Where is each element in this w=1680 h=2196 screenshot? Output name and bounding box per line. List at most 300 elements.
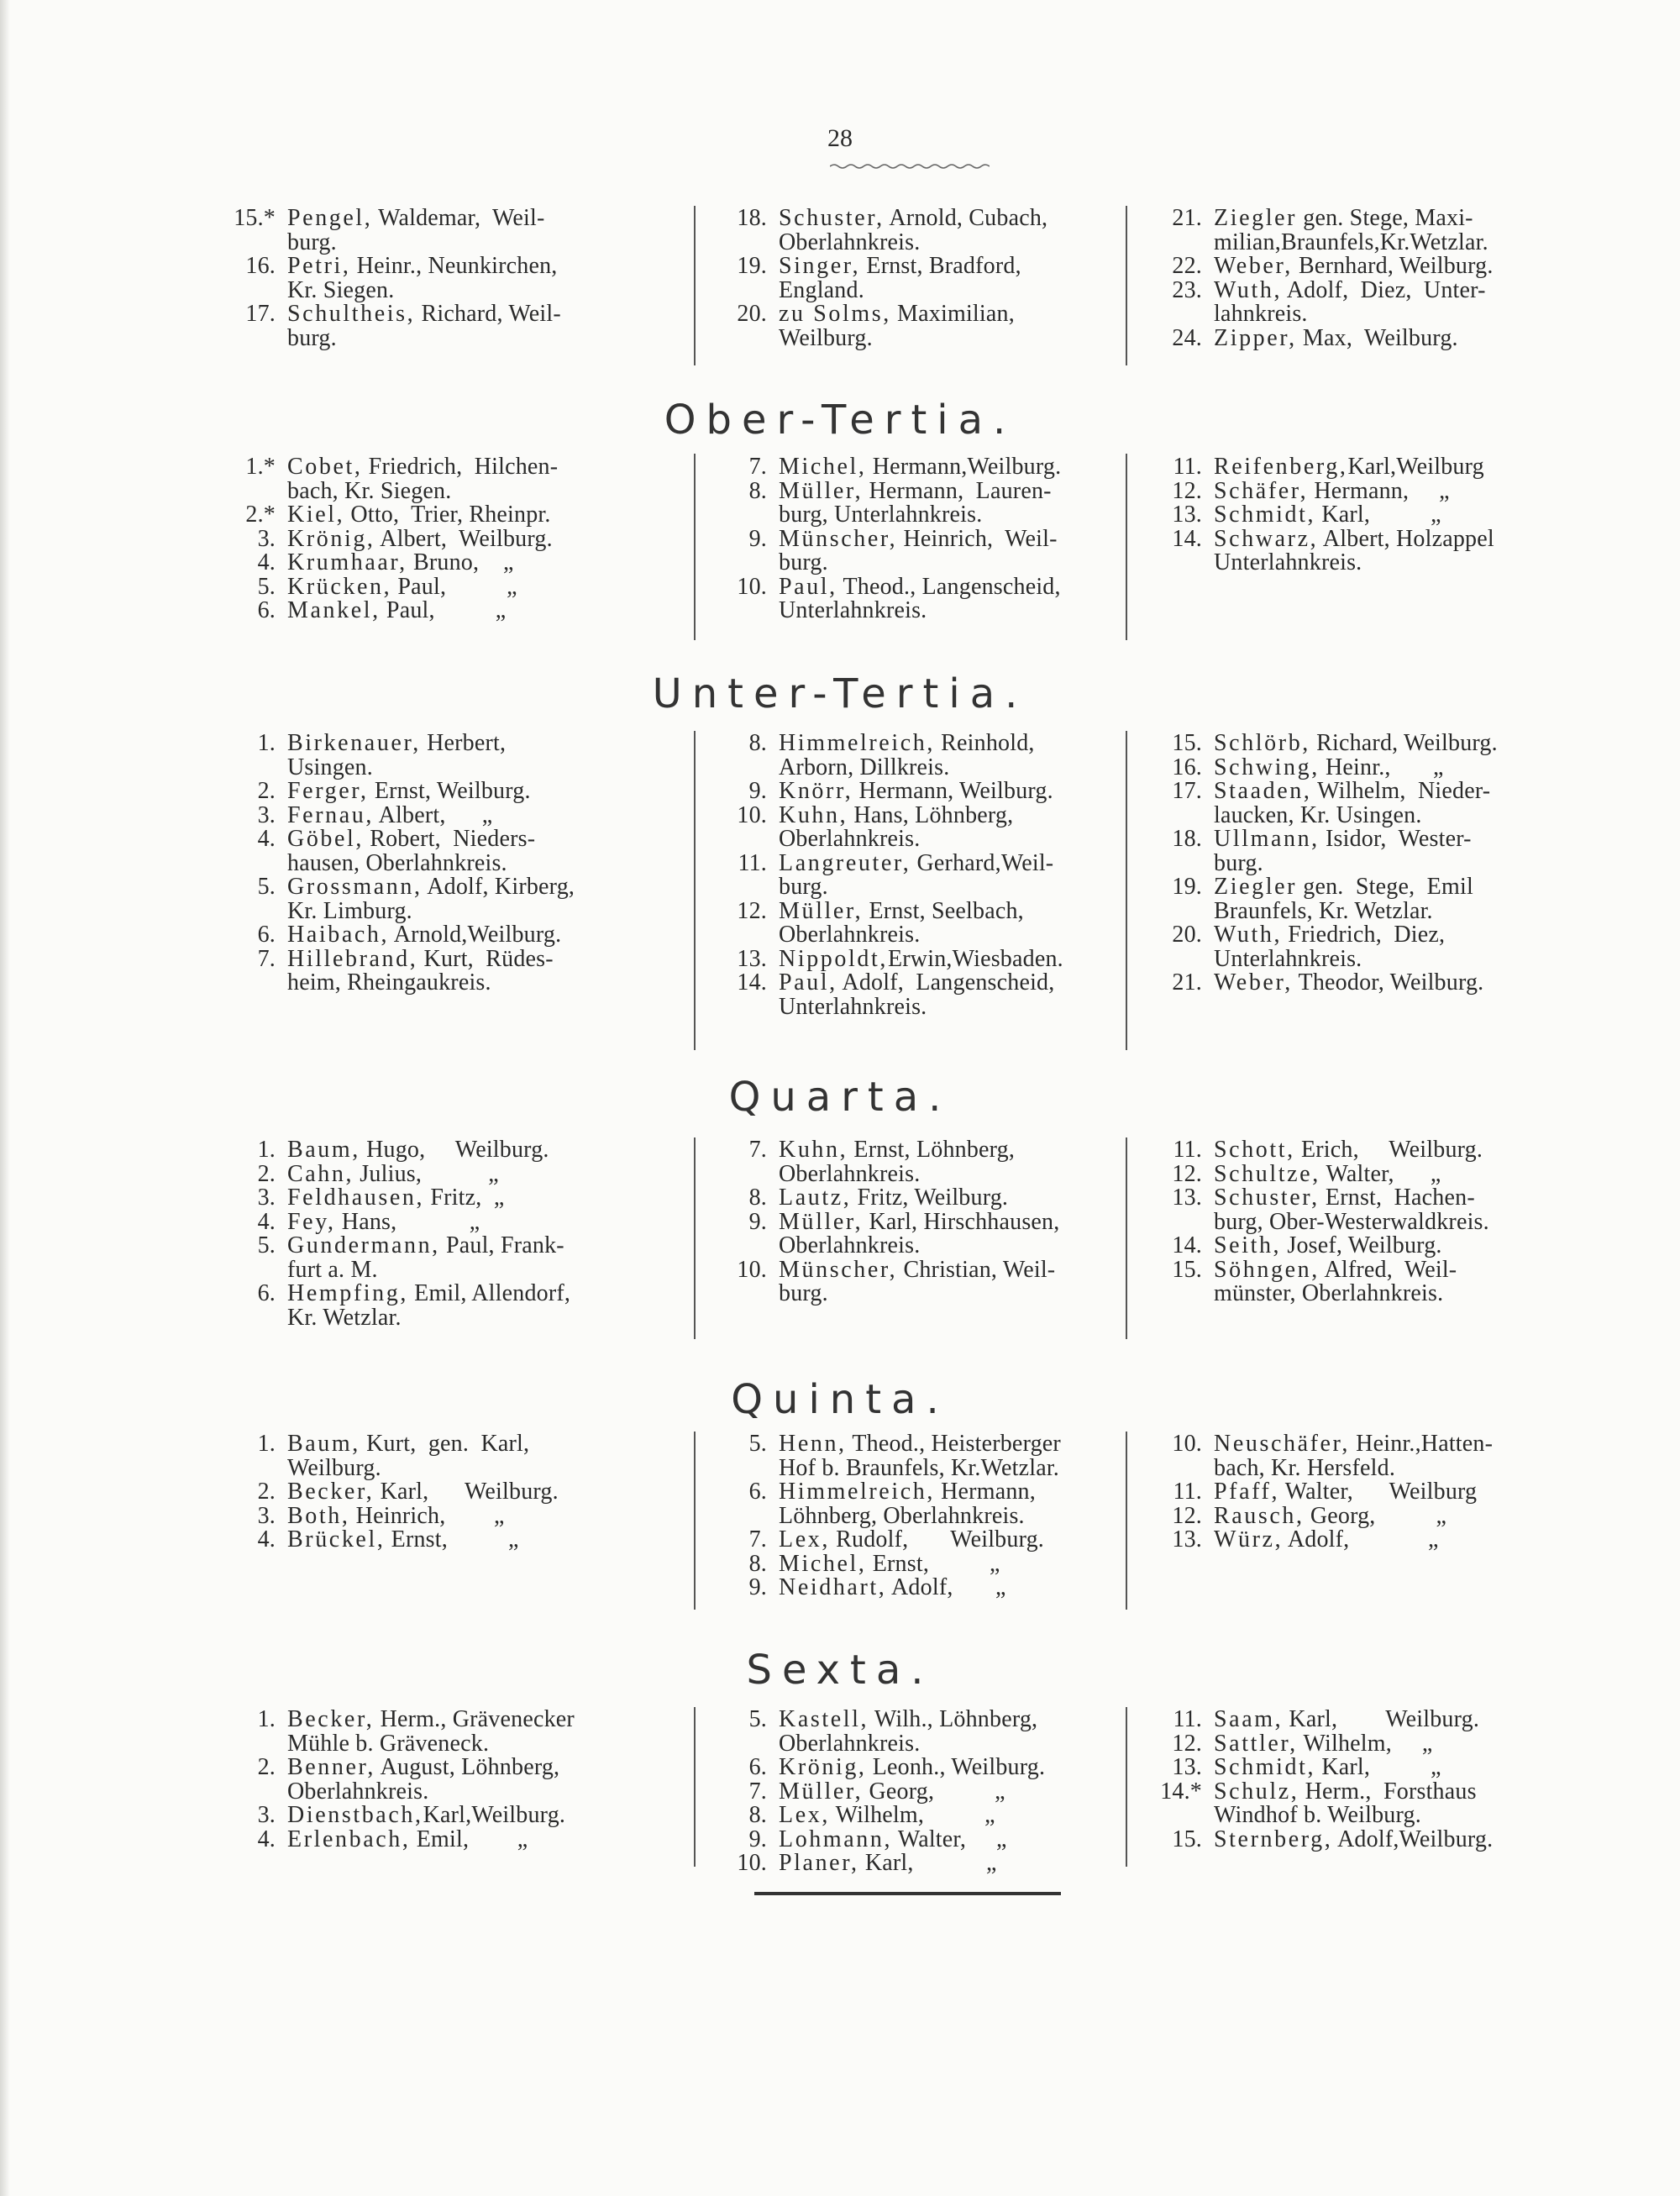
entry-number: 17. [1172, 778, 1202, 804]
student-surname: Erlenbach, [287, 1826, 411, 1852]
student-surname: Kuhn, [779, 801, 848, 828]
student-details: Hermann, „ [1308, 477, 1450, 504]
student-details-continued: milian,Braunfels,Kr.Wetzlar. [1214, 229, 1488, 255]
student-surname: Münscher, [779, 525, 898, 552]
student-details: Isidor, Wester- [1319, 826, 1472, 852]
entry-number: 3. [257, 1185, 276, 1211]
student-surname: Krumhaar, [287, 549, 407, 575]
section-0-col-2 [1137, 207, 1531, 350]
section-0-col-1 [701, 207, 1096, 350]
entry-number: 12. [1172, 1160, 1202, 1187]
student-surname: Rausch, [1214, 1502, 1305, 1529]
entry-number: 5. [257, 874, 276, 900]
entry-number: 9. [748, 525, 767, 552]
student-surname: Schultheis, [287, 301, 416, 327]
student-surname: Schäfer, [1214, 477, 1309, 504]
student-entry [1137, 503, 1531, 528]
student-surname: Grossmann, [287, 874, 423, 900]
student-details: Alfred, Weil- [1319, 1256, 1457, 1283]
student-details: Otto, Trier, Rheinpr. [344, 502, 551, 528]
student-details: Erwin,Wiesbaden. [887, 945, 1063, 972]
student-details: Karl, „ [1315, 1754, 1441, 1780]
student-details-continued: heim, Rheingaukreis. [287, 969, 491, 996]
student-surname: Weber, [1214, 969, 1293, 996]
student-surname: Pfaff, [1214, 1479, 1280, 1505]
entry-number: 4. [257, 1526, 276, 1552]
student-details: August, Löhnberg, [375, 1754, 560, 1780]
student-surname: Paul, [779, 969, 837, 996]
student-surname: Cobet, [287, 454, 363, 480]
student-surname: Fernau, [287, 801, 374, 828]
entry-number: 12. [1172, 1502, 1202, 1529]
entry-number: 1. [257, 730, 276, 756]
entry-number: 21. [1172, 205, 1202, 231]
student-surname: Cahn, [287, 1160, 354, 1187]
entry-number: 14. [1172, 1232, 1202, 1258]
entry-number: 7. [748, 454, 767, 480]
student-surname: Göbel, [287, 826, 365, 852]
entry-number: 6. [748, 1754, 767, 1780]
student-details: Ernst, Weilburg. [368, 778, 531, 804]
student-entry [701, 849, 1096, 900]
student-surname: Müller, [779, 477, 864, 504]
student-surname: Ferger, [287, 778, 369, 804]
entry-number: 6. [257, 1280, 276, 1306]
student-details-continued: burg. [779, 1280, 828, 1306]
student-details: Adolf, „ [886, 1574, 1006, 1600]
student-surname: Sattler, [1214, 1730, 1298, 1757]
student-details: Adolf, Langenscheid, [837, 969, 1055, 996]
student-details: Adolf, Diez, Unter- [1282, 276, 1486, 303]
entry-number: 15. [1172, 730, 1202, 756]
student-entry [210, 575, 605, 600]
student-surname: Saam, [1214, 1706, 1284, 1732]
student-entry [701, 801, 1096, 852]
student-surname: Müller, [779, 1208, 864, 1235]
entry-number: 24. [1172, 324, 1202, 351]
student-details-continued: Oberlahnkreis. [779, 922, 921, 948]
section-0-col-0 [210, 207, 605, 350]
entry-number: 11. [1173, 1137, 1202, 1163]
column-separator [694, 1707, 696, 1867]
entry-number: 13. [1172, 502, 1202, 528]
student-surname: Brückel, [287, 1526, 386, 1552]
student-entry [210, 1234, 605, 1282]
entry-number: 12. [1172, 477, 1202, 504]
student-entry [701, 207, 1096, 255]
entry-number: 19. [1172, 874, 1202, 900]
student-surname: Ullmann, [1214, 826, 1320, 852]
student-details-continued: hausen, Oberlahnkreis. [287, 849, 507, 876]
student-entry [210, 801, 605, 828]
student-details-continued: Oberlahnkreis. [287, 1778, 429, 1805]
student-details: Herm., Forsthaus [1299, 1778, 1477, 1805]
student-entry [701, 1258, 1096, 1306]
entry-number: 7. [748, 1526, 767, 1552]
student-surname: Gundermann, [287, 1232, 440, 1258]
section-1-col-0 [210, 455, 605, 623]
student-entry [701, 1708, 1096, 1756]
student-surname: Planer, [779, 1850, 859, 1876]
entry-number: 9. [748, 1208, 767, 1235]
student-entry [701, 255, 1096, 302]
student-surname: Schmidt, [1214, 1754, 1316, 1780]
entry-number: 6. [748, 1479, 767, 1505]
entry-number: 20. [1172, 922, 1202, 948]
student-surname: Birkenauer, [287, 730, 421, 756]
student-entry [1137, 1708, 1531, 1732]
student-entry [1137, 1528, 1531, 1552]
student-details: Herm., Grävenecker [374, 1706, 575, 1732]
student-surname: Baum, [287, 1137, 360, 1163]
entry-number: 11. [1173, 1479, 1202, 1505]
section-2-col-2 [1137, 732, 1531, 996]
entry-number: 20. [737, 301, 767, 327]
student-details: Hermann,Weilburg. [866, 454, 1062, 480]
student-surname: Pengel, [287, 205, 373, 231]
student-entry [210, 1432, 605, 1480]
entry-number: 13. [1172, 1185, 1202, 1211]
student-details: Arnold, Cubach, [884, 205, 1048, 231]
student-surname: Müller, [779, 897, 864, 924]
student-details: Karl, Weilburg. [1283, 1706, 1480, 1732]
student-details: Ernst, „ [385, 1526, 519, 1552]
entry-number: 18. [737, 205, 767, 231]
student-surname: Söhngen, [1214, 1256, 1320, 1283]
entry-number: 17. [245, 301, 276, 327]
student-entry [210, 255, 605, 302]
student-entry [701, 1804, 1096, 1828]
section-3-col-2 [1137, 1138, 1531, 1306]
student-details: Ernst, Löhnberg, [848, 1137, 1016, 1163]
student-details: Robert, Nieders- [364, 826, 536, 852]
student-details-continued: laucken, Kr. Usingen. [1214, 801, 1422, 828]
student-surname: Baum, [287, 1431, 360, 1457]
column-separator [694, 1432, 696, 1610]
student-surname: Paul, [779, 573, 837, 600]
student-entry [210, 455, 605, 503]
entry-number: 10. [737, 1850, 767, 1876]
student-details-continued: Weilburg. [779, 324, 873, 351]
student-details: Wilhelm, Nieder- [1311, 778, 1491, 804]
student-surname: Dienstbach, [287, 1802, 423, 1828]
student-details: Fritz, Weilburg. [851, 1185, 1009, 1211]
student-surname: Himmelreich, [779, 730, 935, 756]
student-details: Albert, „ [373, 801, 493, 828]
student-details: Heinrich, Weil- [897, 525, 1058, 552]
student-details-continued: Oberlahnkreis. [779, 1160, 921, 1187]
student-entry [1137, 1432, 1531, 1480]
column-separator [1126, 1432, 1127, 1610]
student-details-continued: Mühle b. Gräveneck. [287, 1730, 490, 1757]
student-surname: Ziegler [1214, 874, 1298, 900]
student-surname: Krönig, [287, 525, 375, 552]
entry-number: 1. [257, 1431, 276, 1457]
entry-number: 10. [737, 573, 767, 600]
student-details: Adolf,Weilburg. [1332, 1826, 1494, 1852]
student-details-continued: Unterlahnkreis. [1214, 945, 1362, 972]
student-details: Paul, „ [380, 597, 507, 623]
student-details-continued: Unterlahnkreis. [779, 597, 927, 623]
student-details: Karl, Hirschhausen, [863, 1208, 1060, 1235]
student-surname: Schwarz, [1214, 525, 1319, 552]
student-entry [210, 1160, 605, 1187]
student-details-continued: burg. [287, 324, 337, 351]
column-separator [694, 454, 696, 640]
student-entry [210, 1828, 605, 1852]
student-details: Rudolf, Weilburg. [829, 1526, 1045, 1552]
student-entry [1137, 971, 1531, 996]
student-details: Richard, Weilburg. [1310, 730, 1498, 756]
student-surname: Becker, [287, 1479, 375, 1505]
student-entry [701, 1138, 1096, 1186]
student-details-continued: burg. [779, 549, 828, 575]
student-surname: Kiel, [287, 502, 345, 528]
student-surname: Both, [287, 1502, 350, 1529]
student-details: Emil, „ [410, 1826, 528, 1852]
entry-number: 15. [1172, 1256, 1202, 1283]
section-5-col-0 [210, 1708, 605, 1852]
section-4-col-0 [210, 1432, 605, 1552]
entry-number: 19. [737, 253, 767, 279]
student-surname: Weber, [1214, 253, 1293, 279]
student-entry [210, 525, 605, 552]
student-entry [701, 477, 1096, 528]
entry-number: 2. [257, 1754, 276, 1780]
student-surname: Schuster, [1214, 1185, 1320, 1211]
entry-number: 5. [257, 1232, 276, 1258]
section-4-col-1 [701, 1432, 1096, 1600]
student-entry [210, 945, 605, 996]
student-details: Wilhelm, „ [1297, 1730, 1433, 1757]
student-entry [210, 875, 605, 923]
entry-number: 7. [257, 945, 276, 972]
student-entry [701, 945, 1096, 972]
student-entry [701, 780, 1096, 804]
student-details: Walter, „ [892, 1826, 1007, 1852]
student-details-continued: münster, Oberlahnkreis. [1214, 1280, 1444, 1306]
student-surname: Benner, [287, 1754, 375, 1780]
student-surname: Hillebrand, [287, 945, 418, 972]
student-details-continued: Hof b. Braunfels, Kr.Wetzlar. [779, 1454, 1060, 1481]
section-1-col-2 [1137, 455, 1531, 575]
student-details: Hermann, Lauren- [863, 477, 1052, 504]
student-entry [1137, 1160, 1531, 1187]
entry-number: 8. [748, 730, 767, 756]
student-entry [210, 1138, 605, 1163]
student-entry [210, 207, 605, 255]
student-details: Karl,Weilburg [1347, 454, 1484, 480]
student-details-continued: lahnkreis. [1214, 301, 1308, 327]
entry-number: 2. [257, 1160, 276, 1187]
student-entry [1137, 1502, 1531, 1529]
student-surname: Henn, [779, 1431, 847, 1457]
section-5-col-2 [1137, 1708, 1531, 1852]
entry-number: 10. [737, 801, 767, 828]
entry-number: 5. [748, 1706, 767, 1732]
student-entry [701, 1756, 1096, 1780]
student-entry [1137, 732, 1531, 756]
entry-number: 4. [257, 1826, 276, 1852]
student-details: Georg, „ [1304, 1502, 1447, 1529]
student-entry [210, 1186, 605, 1211]
entry-number: 7. [748, 1137, 767, 1163]
student-surname: Becker, [287, 1706, 375, 1732]
entry-number: 16. [1172, 754, 1202, 780]
column-separator [694, 731, 696, 1050]
student-entry [701, 971, 1096, 1019]
section-3-col-1 [701, 1138, 1096, 1306]
section-4-col-2 [1137, 1432, 1531, 1552]
student-entry [210, 302, 605, 350]
student-details: Reinhold, [934, 730, 1035, 756]
page-number-ornament [830, 161, 990, 170]
student-entry [701, 455, 1096, 480]
closing-rule [754, 1892, 1061, 1895]
student-details: Theod., Heisterberger [846, 1431, 1061, 1457]
student-details-continued: Arborn, Dillkreis. [779, 754, 950, 780]
entry-number: 8. [748, 1185, 767, 1211]
student-details: Julius, „ [354, 1160, 499, 1187]
student-surname: Knörr, [779, 778, 853, 804]
student-details: Theod., Langenscheid, [837, 573, 1061, 600]
student-surname: Langreuter, [779, 849, 911, 876]
student-details: Kurt, Rüdes- [417, 945, 554, 972]
student-surname: Schulz, [1214, 1778, 1299, 1805]
student-details: Kurt, gen. Karl, [360, 1431, 530, 1457]
student-entry [210, 923, 605, 948]
student-entry [210, 1208, 605, 1235]
student-details-continued: furt a. M. [287, 1256, 378, 1283]
section-title-unter-tertia: Unter-Tertia. [652, 670, 1028, 717]
student-surname: Münscher, [779, 1256, 898, 1283]
student-entry [1137, 1138, 1531, 1163]
entry-number: 2. [257, 778, 276, 804]
entry-number: 6. [257, 922, 276, 948]
student-details-continued: Kr. Wetzlar. [287, 1304, 402, 1331]
column-separator [1126, 206, 1127, 365]
entry-number: 21. [1172, 969, 1202, 996]
student-surname: Schlörb, [1214, 730, 1310, 756]
student-entry [210, 732, 605, 780]
student-details-continued: Windhof b. Weilburg. [1214, 1802, 1421, 1828]
student-details: gen. Stege, Maxi- [1297, 205, 1473, 231]
student-entry [1137, 1780, 1531, 1828]
entry-number: 11. [1173, 454, 1202, 480]
student-details-continued: Kr. Limburg. [287, 897, 412, 924]
student-details-continued: Oberlahnkreis. [779, 826, 921, 852]
student-surname: Nippoldt, [779, 945, 888, 972]
student-surname: Wuth, [1214, 922, 1283, 948]
student-details: Wilhelm, „ [829, 1802, 995, 1828]
student-surname: Schwing, [1214, 754, 1320, 780]
student-entry [210, 1528, 605, 1552]
student-entry [210, 599, 605, 623]
student-entry [1137, 780, 1531, 827]
entry-number: 14. [1172, 525, 1202, 552]
student-details-continued: burg. [1214, 849, 1263, 876]
student-details: Adolf, Kirberg, [422, 874, 575, 900]
student-entry [701, 1852, 1096, 1876]
student-details: Herbert, [420, 730, 507, 756]
entry-number: 13. [1172, 1526, 1202, 1552]
student-details: Erich, Weilburg. [1294, 1137, 1483, 1163]
student-surname: Krönig, [779, 1754, 867, 1780]
entry-number: 3. [257, 1502, 276, 1529]
student-entry [1137, 207, 1531, 255]
student-details: Ernst, Bradford, [860, 253, 1021, 279]
section-2-col-1 [701, 732, 1096, 1019]
student-details: Waldemar, Weil- [372, 205, 545, 231]
student-details: Emil, Allendorf, [407, 1280, 571, 1306]
student-surname: Feldhausen, [287, 1185, 425, 1211]
student-details: Ernst, Seelbach, [863, 897, 1024, 924]
student-surname: Krücken, [287, 573, 392, 600]
section-title-quarta: Quarta. [728, 1074, 952, 1121]
student-entry [210, 1804, 605, 1828]
student-surname: Fey, [287, 1208, 336, 1235]
student-entry [701, 575, 1096, 623]
student-details: Wilh., Löhnberg, [869, 1706, 1038, 1732]
entry-number: 4. [257, 549, 276, 575]
student-surname: Michel, [779, 1550, 867, 1577]
student-details: Georg, „ [863, 1778, 1005, 1805]
entry-number: 18. [1172, 826, 1202, 852]
student-details: Hermann, [934, 1479, 1036, 1505]
student-details-continued: Unterlahnkreis. [1214, 549, 1362, 575]
student-entry [1137, 1756, 1531, 1780]
student-surname: Staaden, [1214, 778, 1312, 804]
student-entry [1137, 324, 1531, 351]
student-entry [210, 1756, 605, 1804]
student-entry [701, 1552, 1096, 1577]
student-details: Maximilian, [890, 301, 1015, 327]
student-surname: Petri, [287, 253, 351, 279]
student-details: Ernst, „ [866, 1550, 1000, 1577]
column-separator [1126, 454, 1127, 640]
entry-number: 9. [748, 1574, 767, 1600]
entry-number: 11. [738, 849, 767, 876]
student-details: Heinrich, „ [349, 1502, 505, 1529]
student-details: gen. Stege, Emil [1297, 874, 1473, 900]
student-surname: Michel, [779, 454, 867, 480]
student-details: Karl, „ [1315, 502, 1441, 528]
entry-number: 8. [748, 1802, 767, 1828]
entry-number: 2.* [245, 502, 276, 528]
student-entry [701, 1780, 1096, 1805]
student-surname: Schmidt, [1214, 502, 1316, 528]
student-details: Walter, „ [1320, 1160, 1441, 1187]
student-surname: Neuschäfer, [1214, 1431, 1350, 1457]
student-entry [1137, 276, 1531, 327]
student-surname: Hempfing, [287, 1280, 408, 1306]
section-2-col-0 [210, 732, 605, 996]
student-surname: Lex, [779, 1526, 830, 1552]
entry-number: 10. [1172, 1431, 1202, 1457]
student-details: Heinr., Neunkirchen, [350, 253, 558, 279]
student-entry [1137, 1234, 1531, 1258]
student-entry [1137, 1258, 1531, 1306]
student-surname: Ziegler [1214, 205, 1298, 231]
student-details: Josef, Weilburg. [1281, 1232, 1442, 1258]
student-details: Bernhard, Weilburg. [1292, 253, 1494, 279]
student-surname: Lohmann, [779, 1826, 893, 1852]
student-details-continued: burg. [779, 874, 828, 900]
student-details: Paul, Frank- [439, 1232, 564, 1258]
student-details: Hermann, Weilburg. [853, 778, 1053, 804]
student-surname: Seith, [1214, 1232, 1282, 1258]
entry-number: 12. [1172, 1730, 1202, 1757]
